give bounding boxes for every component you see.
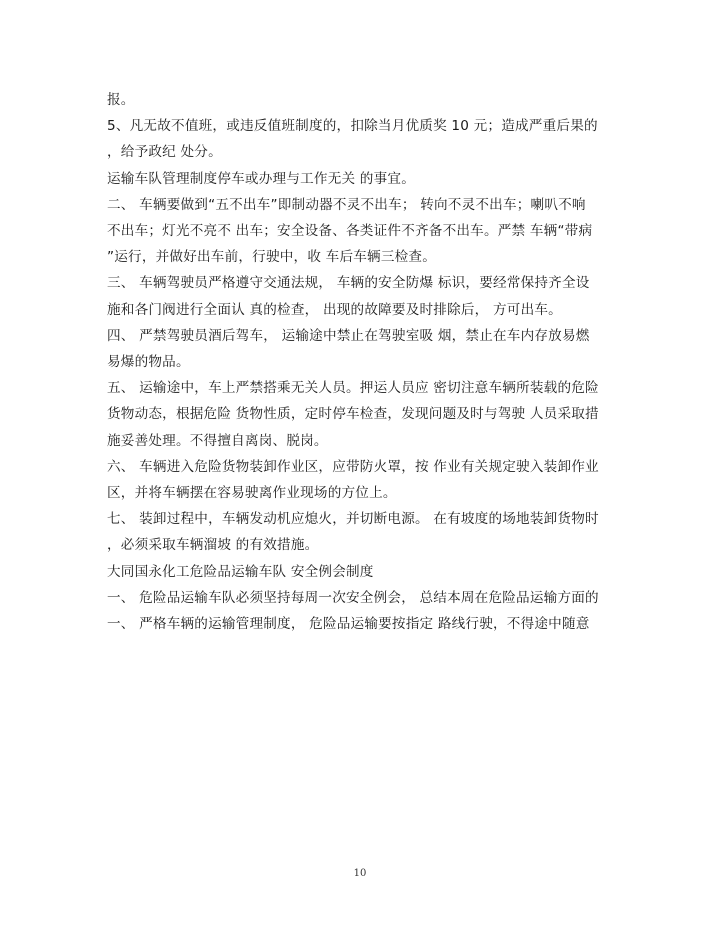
text-line: 一、 严格车辆的运输管理制度， 危险品运输要按指定 路线行驶，不得途中随意 <box>107 616 590 633</box>
text-line: ”运行，并做好出车前，行驶中，收 车后车辆三检查。 <box>107 249 437 266</box>
text-line: ，给予政纪 处分。 <box>107 144 222 161</box>
text-line: ，必须采取车辆溜坡 的有效措施。 <box>107 537 319 554</box>
text-line: 货物动态，根据危险 货物性质，定时停车检查，发现问题及时与驾驶 人员采取措 <box>107 406 599 423</box>
text-line: 七、 装卸过程中，车辆发动机应熄火，并切断电源。 在有坡度的场地装卸货物时 <box>107 511 599 528</box>
text-line: 二、 车辆要做到“五不出车”即制动器不灵不出车； 转向不灵不出车；喇叭不响 <box>107 196 586 213</box>
text-line: 五、 运输途中，车上严禁搭乘无关人员。押运人员应 密切注意车辆所装载的危险 <box>107 380 599 397</box>
text-line: 三、 车辆驾驶员严格遵守交通法规， 车辆的安全防爆 标识，要经常保持齐全设 <box>107 275 590 292</box>
text-line: 不出车；灯光不亮不 出车；安全设备、各类证件不齐备不出车。严禁 车辆“带病 <box>107 223 593 240</box>
text-line: 报。 <box>107 92 135 108</box>
text-line: 区，并将车辆摆在容易驶离作业现场的方位上。 <box>107 485 397 502</box>
text-line: 运输车队管理制度停车或办理与工作无关 的事宜。 <box>107 170 415 187</box>
text-line: 5、凡无故不值班，或违反值班制度的，扣除当月优质奖 10 元；造成严重后果的 <box>107 118 598 135</box>
page-number: 10 <box>353 868 367 879</box>
section-heading: 大同国永化工危险品运输车队 安全例会制度 <box>107 563 374 580</box>
text-line: 施和各门阀进行全面认 真的检查， 出现的故障要及时排除后， 方可出车。 <box>107 301 562 318</box>
text-line: 一、 危险品运输车队必须坚持每周一次安全例会， 总结本周在危险品运输方面的 <box>107 589 599 606</box>
text-line: 施妥善处理。不得擅自离岗、脱岗。 <box>107 432 328 449</box>
text-line: 六、 车辆进入危险货物装卸作业区，应带防火罩，按 作业有关规定驶入装卸作业 <box>107 458 599 475</box>
text-line: 易爆的物品。 <box>107 354 190 371</box>
document-body <box>107 87 619 637</box>
text-line: 四、 严禁驾驶员酒后驾车， 运输途中禁止在驾驶室吸 烟，禁止在车内存放易燃 <box>107 327 590 344</box>
